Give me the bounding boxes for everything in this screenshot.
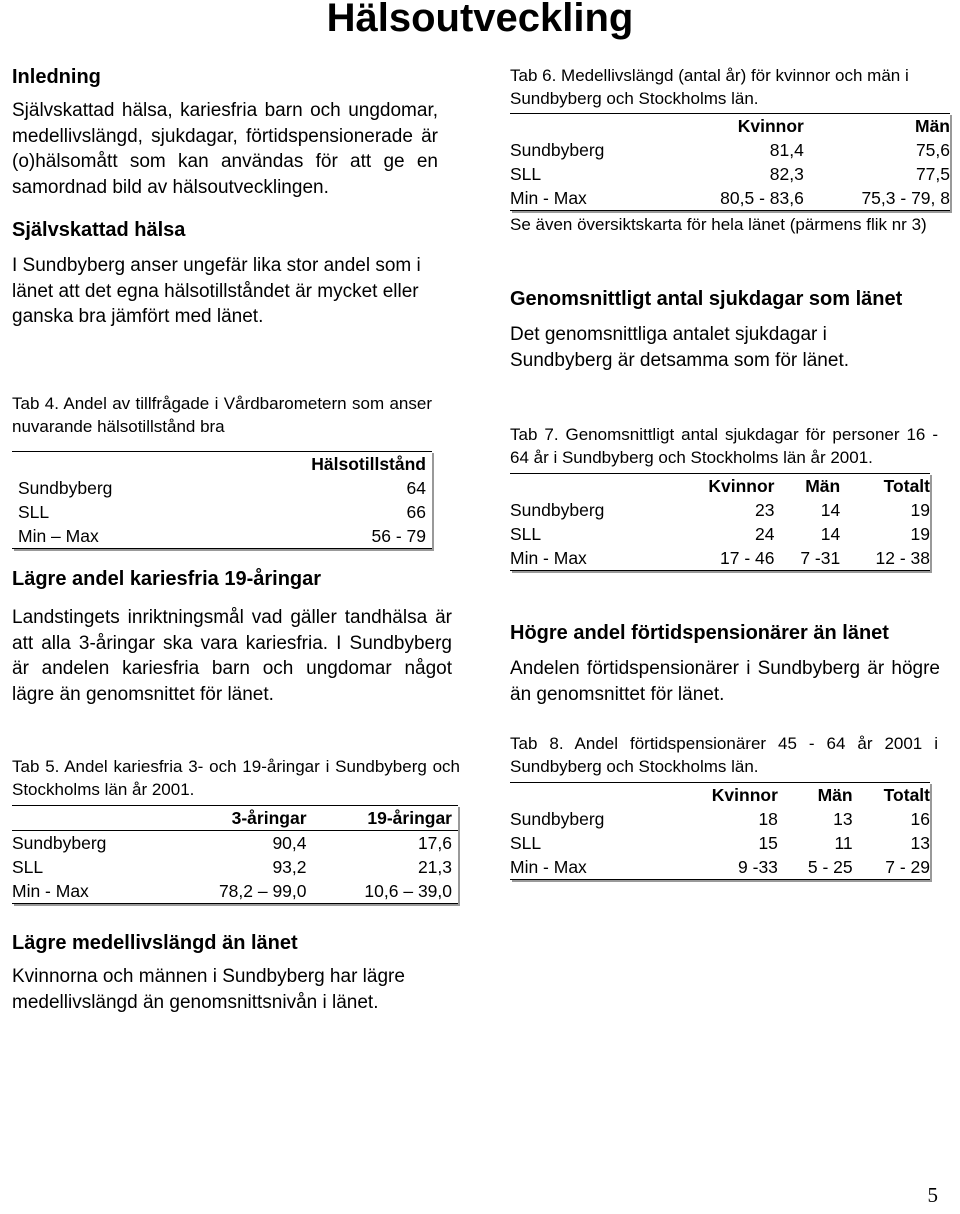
tab5-header-a: 3-åringar: [231, 808, 307, 828]
pension-text: Andelen förtidspensionärer i Sundbyberg är högre än genomsnittet för länet.: [510, 658, 940, 705]
tab8-table: [510, 782, 930, 880]
page-title: Hälsoutveckling: [326, 0, 634, 40]
caries-text: Landstingets inriktningsmål vad gäller tandhälsa är att alla 3-åringar ska vara kariesfria. I Sundbyberg är andelen kariesfria barn och ungdomar något lägre än genomsnittet för länet.: [12, 607, 452, 705]
tab8-header-a: Kvinnor: [711, 785, 778, 805]
table-row: Sundbyberg 81,4 75,6: [510, 140, 950, 160]
tab6-header-b: Män: [915, 116, 950, 136]
self-rated-text: I Sundbyberg anser ungefär lika stor andel som i länet att det egna hälsotillståndet är mycket eller ganska bra jämfört med länet.: [12, 255, 421, 327]
tab6-block: [510, 65, 950, 237]
tab6-caption: Tab 6. Medellivslängd (antal år) för kvinnor och män i Sundbyberg och Stockholms län.: [510, 66, 909, 108]
table-row: SLL 15 11 13: [510, 833, 930, 853]
tab6-note: Se även översiktskarta för hela länet (pärmens flik nr 3): [510, 215, 927, 234]
table-row: Sundbyberg 23 14 19: [510, 500, 930, 520]
tab4-caption: Tab 4. Andel av tillfrågade i Vårdbarometern som anser nuvarande hälsotillstånd bra: [12, 394, 432, 436]
lifespan-block: [12, 930, 452, 1015]
tab6-header-a: Kvinnor: [737, 116, 804, 136]
tab8-block: [510, 733, 938, 880]
tab6-table: [510, 113, 950, 211]
lifespan-heading: Lägre medellivslängd än länet: [12, 932, 298, 954]
sickdays-block: [510, 286, 920, 373]
table-row: Min - Max 78,2 – 99,0 10,6 – 39,0: [12, 881, 452, 901]
tab8-caption: Tab 8. Andel förtidspensionärer 45 - 64 år 2001 i Sundbyberg och Stockholms län.: [510, 734, 938, 776]
tab7-header-a: Kvinnor: [708, 476, 775, 496]
table-row: SLL 93,2 21,3: [12, 857, 452, 877]
table-row: Min - Max 17 - 46 7 -31 12 - 38: [510, 548, 930, 568]
tab5-caption: Tab 5. Andel kariesfria 3- och 19-åringar i Sundbyberg och Stockholms län år 2001.: [12, 757, 460, 799]
lifespan-text: Kvinnorna och männen i Sundbyberg har lägre medellivslängd än genomsnittsnivån i länet.: [12, 966, 405, 1013]
intro-text: Självskattad hälsa, kariesfria barn och ungdomar, medellivslängd, sjukdagar, förtidspensionerade är (o)hälsomått som kan användas för att ge en samordnad bild av hälsoutvecklingen.: [12, 100, 438, 198]
caries-block: [12, 566, 452, 707]
tab7-caption: Tab 7. Genomsnittligt antal sjukdagar för personer 16 - 64 år i Sundbyberg och Stockholms län år 2001.: [510, 425, 938, 467]
table-row: Min - Max 9 -33 5 - 25 7 - 29: [510, 857, 930, 877]
page-number: 5: [927, 1183, 938, 1207]
left-column: [12, 64, 438, 330]
tab4-block: [12, 393, 432, 549]
tab7-header-b: Män: [805, 476, 841, 496]
table-row: SLL 82,3 77,5: [510, 164, 950, 184]
self-rated-heading: Självskattad hälsa: [12, 219, 186, 241]
tab4-header: Hälsotillstånd: [311, 454, 426, 474]
intro-heading: Inledning: [12, 66, 101, 88]
table-row: Sundbyberg 64: [18, 478, 426, 498]
tab5-header-b: 19-åringar: [367, 808, 452, 828]
table-row: Sundbyberg 18 13 16: [510, 809, 930, 829]
tab7-block: [510, 424, 938, 571]
tab8-header-b: Män: [817, 785, 853, 805]
sickdays-text: Det genomsnittliga antalet sjukdagar i Sundbyberg är detsamma som för länet.: [510, 324, 850, 371]
tab5-block: [12, 756, 460, 904]
tab7-header-c: Totalt: [883, 476, 930, 496]
table-row: Sundbyberg 90,4 17,6: [12, 833, 452, 853]
table-row: Min - Max 80,5 - 83,6 75,3 - 79, 8: [510, 188, 950, 208]
tab4-table: [12, 451, 432, 549]
tab8-header-c: Totalt: [883, 785, 930, 805]
pension-heading: Högre andel förtidspensionärer än länet: [510, 622, 889, 644]
table-row: SLL 66: [18, 502, 426, 522]
sickdays-heading: Genomsnittligt antal sjukdagar som länet: [510, 288, 903, 310]
caries-heading: Lägre andel kariesfria 19-åringar: [12, 568, 322, 590]
table-row: SLL 24 14 19: [510, 524, 930, 544]
table-row: Min – Max 56 - 79: [18, 526, 426, 546]
pension-block: [510, 620, 940, 707]
tab7-table: [510, 473, 930, 571]
tab5-table: [12, 805, 458, 904]
